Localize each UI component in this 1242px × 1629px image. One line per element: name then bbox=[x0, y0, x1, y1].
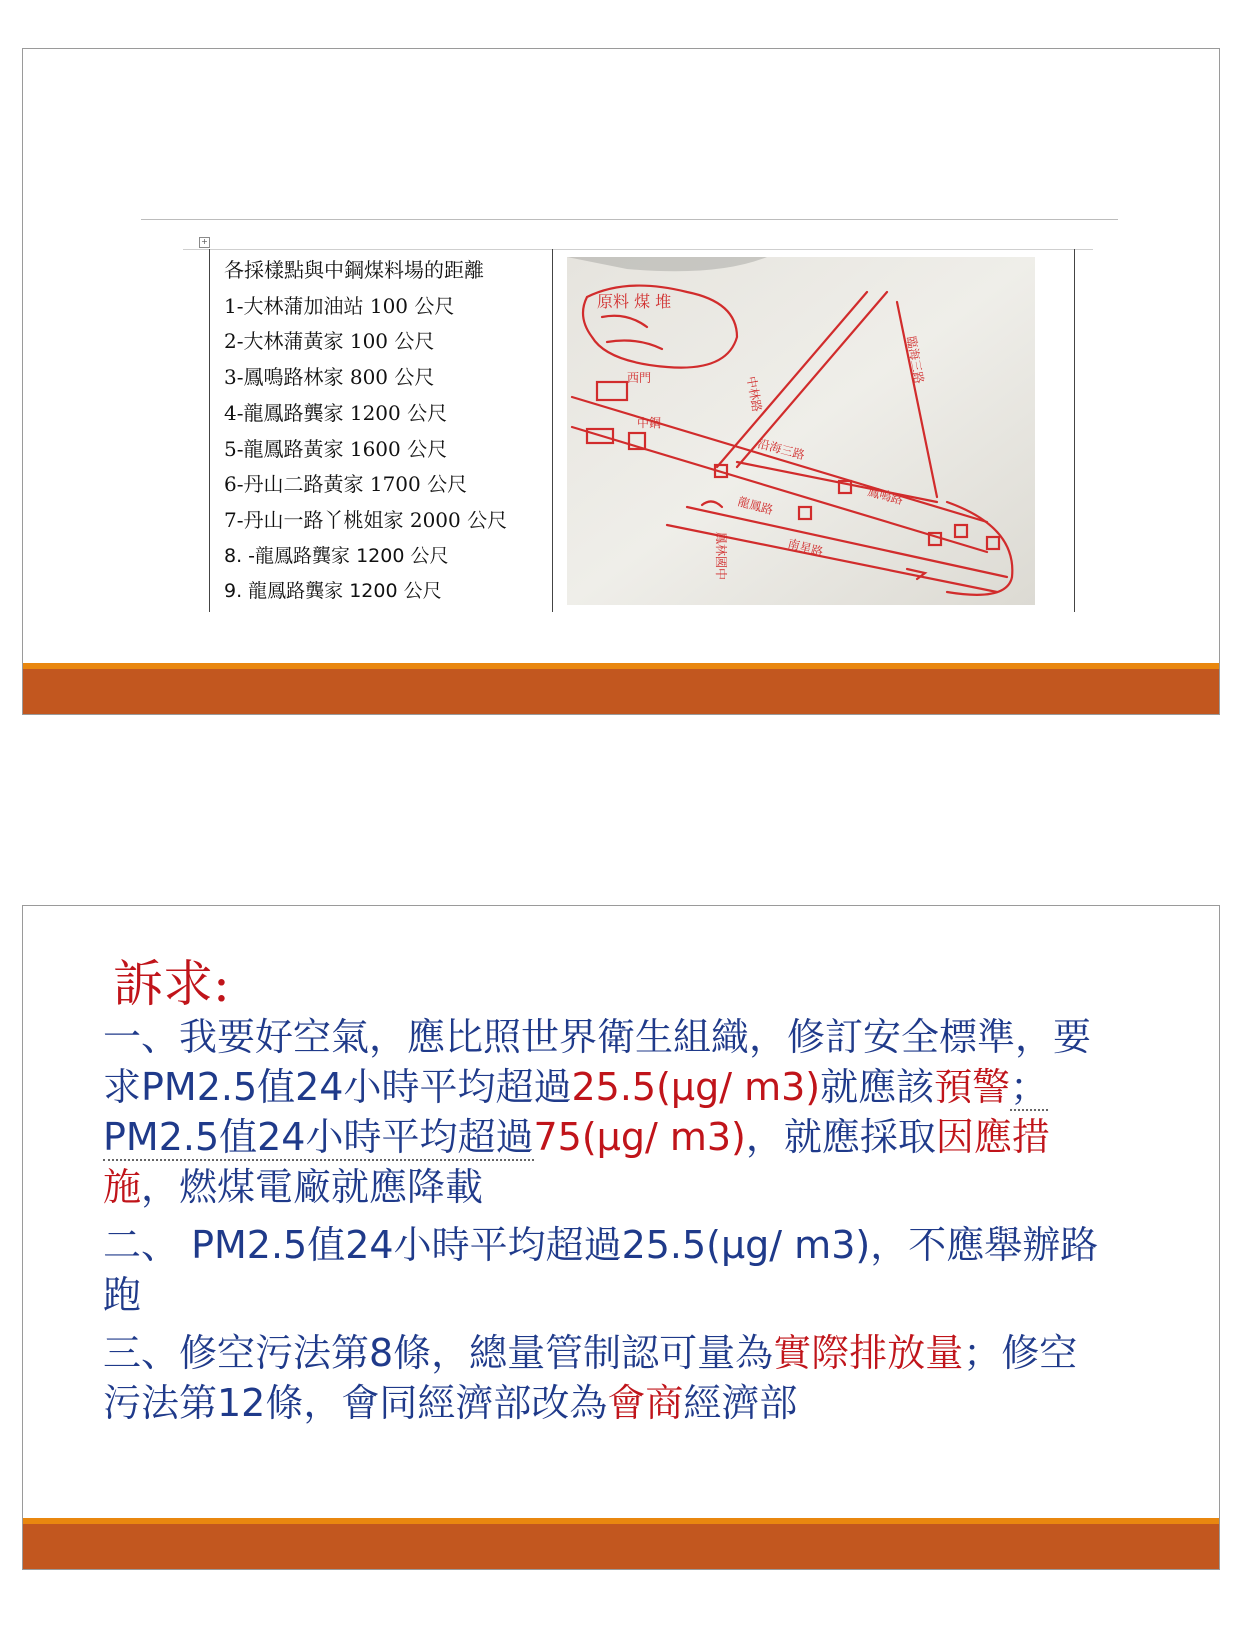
distance-list-cell bbox=[209, 249, 553, 612]
footer-bar bbox=[23, 1524, 1219, 1569]
sketch-label-longfeng-road: 龍鳳路 bbox=[736, 494, 775, 518]
header-rule bbox=[141, 219, 1118, 220]
list-item: 3-鳳鳴路林家 800 公尺 bbox=[224, 365, 435, 390]
list-item: 4-龍鳳路龔家 1200 公尺 bbox=[224, 400, 448, 425]
sketch-label-coastal-road: 沿海三路 bbox=[756, 436, 807, 463]
demand-3-text-c: ；修空污法第12條，會同經濟部改為 bbox=[103, 1331, 1078, 1425]
sketch-label-lingang-road: 臨海三路 bbox=[904, 335, 927, 385]
list-item: 8. -龍鳳路龔家 1200 公尺 bbox=[224, 544, 449, 567]
demands-body bbox=[103, 1012, 1113, 1436]
table-move-handle-icon[interactable]: + bbox=[199, 237, 210, 248]
demand-3-consult: 會商 bbox=[607, 1381, 684, 1425]
table-right-border bbox=[1074, 249, 1075, 612]
demand-1 bbox=[103, 1012, 1113, 1212]
demand-3-text-e: 經濟部 bbox=[683, 1381, 798, 1425]
sketch-label-coal-yard: 原料 煤 堆 bbox=[597, 292, 672, 311]
slide-2 bbox=[22, 905, 1220, 1570]
demand-1-text-a: 一、我要好空氣，應比照世界衛生組織，修訂安全標準，要求PM2.5值24小時平均超過 bbox=[103, 1015, 1092, 1109]
sketch-map-drawing bbox=[567, 257, 1035, 605]
demand-2: 二、 PM2.5值24小時平均超過25.5(μg/ m3)，不應舉辦路跑 bbox=[103, 1223, 1099, 1317]
sketch-label-school: 鳳林國中 bbox=[714, 532, 728, 581]
slide-1 bbox=[22, 48, 1220, 715]
demand-1-text-e: ； PM2.5值24小時平均超過 bbox=[103, 1065, 1049, 1159]
demand-1-text-i: ，燃煤電廠就應降載 bbox=[141, 1165, 484, 1209]
sketch-label-fengming-road: 鳳鳴路 bbox=[866, 484, 905, 508]
list-item: 2-大林蒲黃家 100 公尺 bbox=[224, 329, 435, 354]
demand-1-measures: 因應措施 bbox=[103, 1115, 1050, 1209]
distance-table bbox=[209, 249, 1077, 612]
demand-1-threshold-1: 25.5(μg/ m3) bbox=[571, 1065, 821, 1109]
demand-1-text-c: 就應該 bbox=[820, 1065, 935, 1109]
list-item: 1-大林蒲加油站 100 公尺 bbox=[224, 293, 455, 318]
sketch-label-nanxing-road: 南星路 bbox=[786, 536, 825, 560]
demand-1-text-g: ，就應採取 bbox=[745, 1115, 936, 1159]
footer-bar bbox=[23, 669, 1219, 714]
list-item: 7-丹山一路丫桃姐家 2000 公尺 bbox=[224, 507, 508, 532]
list-item: 6-丹山二路黃家 1700 公尺 bbox=[224, 472, 468, 497]
sketch-map-photo bbox=[567, 257, 1035, 605]
demand-3 bbox=[103, 1328, 1113, 1428]
table-title: 各採樣點與中鋼煤料場的距離 bbox=[224, 258, 484, 282]
demand-3-actual-emission: 實際排放量 bbox=[773, 1331, 964, 1375]
demand-1-warning: 預警 bbox=[934, 1065, 1011, 1109]
slide-heading: 訴求: bbox=[113, 955, 230, 1013]
demand-3-text-a: 三、修空污法第8條，總量管制認可量為 bbox=[103, 1331, 774, 1375]
list-item: 9. 龍鳳路龔家 1200 公尺 bbox=[224, 580, 442, 603]
sketch-label-other: 中鋼 bbox=[637, 416, 662, 430]
sketch-label-zhonglin-road: 中林路 bbox=[744, 375, 765, 413]
demand-1-threshold-2: 75(μg/ m3) bbox=[533, 1115, 746, 1159]
list-item: 5-龍鳳路黃家 1600 公尺 bbox=[224, 436, 448, 461]
sketch-label-west-gate: 西門 bbox=[627, 371, 652, 385]
